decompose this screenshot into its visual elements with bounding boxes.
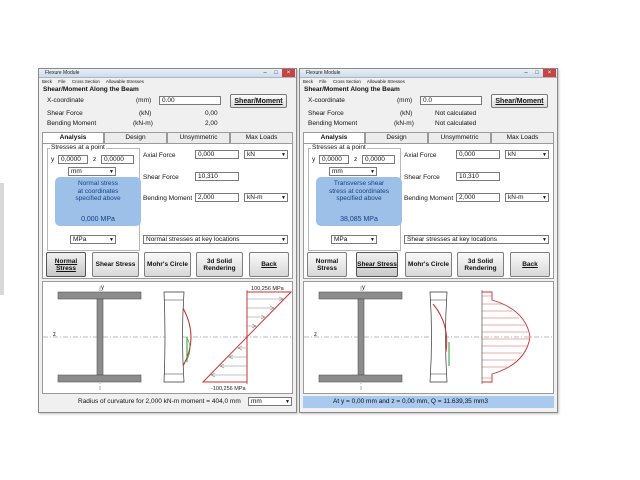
menu-bar (39, 78, 296, 85)
chevron-down-icon: ▼ (281, 195, 286, 201)
menu-back[interactable]: Beck (303, 79, 314, 84)
result-text-3: specified above (336, 195, 382, 202)
chevron-down-icon: ▼ (542, 195, 547, 201)
shear-moment-button[interactable] (230, 94, 287, 108)
stresses-group (308, 144, 401, 251)
section-title: Shear/Moment Along the Beam (304, 86, 400, 93)
menu-file[interactable]: File (319, 79, 327, 84)
status-bar (303, 396, 554, 408)
menu-cross-section[interactable]: Cross Section (71, 79, 100, 84)
shear-stress-label: Shear Stress (95, 261, 136, 268)
minimize-icon[interactable]: – (524, 70, 528, 76)
z-label: z (93, 156, 97, 163)
stress-unit-value: MPa (334, 236, 348, 243)
solid-rendering-label: 3d Solid Rendering (464, 257, 497, 272)
status-bar (42, 396, 293, 408)
shear-force-label: Shear Force (47, 110, 83, 117)
normal-stress-label: Normal Stress (315, 257, 339, 272)
title-bar[interactable] (39, 69, 296, 78)
xcoord-input[interactable]: 0.00 (159, 96, 221, 105)
stresses-group-label: Stresses at a point (51, 144, 105, 151)
z-input[interactable]: 0,0000 (101, 155, 134, 164)
section-title: Shear/Moment Along the Beam (43, 86, 139, 93)
menu-cross-section[interactable]: Cross Section (332, 79, 361, 84)
maximize-icon[interactable]: □ (274, 70, 278, 76)
status-text: Radius of curvature for 2,000 kN-m moment = 404,0 mm (78, 398, 241, 405)
mohrs-circle-label: Mohr's Circle (147, 261, 188, 268)
tab-strip (42, 132, 293, 143)
status-text: At y = 0,00 mm and z = 0,00 mm, Q = 11.639,35 mm3 (333, 398, 489, 405)
stress-bottom-label: -100,256 MPa (211, 386, 246, 392)
normal-stress-button[interactable] (307, 252, 347, 277)
bending-moment-value: 2,00 (205, 120, 218, 127)
back-label: Back (261, 261, 277, 268)
bottom-flange (319, 375, 402, 382)
solid-rendering-button[interactable] (457, 252, 504, 277)
mohrs-circle-label: Mohr's Circle (408, 261, 449, 268)
web (97, 299, 103, 375)
result-value: 38,085 MPa (340, 215, 378, 223)
stress-drawing-area (42, 281, 293, 394)
xcoord-unit: (mm) (136, 97, 152, 104)
stress-result-box (316, 177, 402, 226)
shear-moment-button[interactable] (491, 94, 548, 108)
length-unit-select[interactable] (68, 167, 116, 176)
bending-moment-label: Bending Moment (308, 120, 358, 127)
shear-force-input[interactable]: 10,310 (195, 172, 239, 181)
bending-moment-unit: (kN-m) (394, 120, 414, 127)
shear-moment-button-label: Shear/Moment (234, 98, 283, 105)
close-icon[interactable]: × (282, 69, 295, 77)
shear-stress-label: Shear Stress (357, 261, 397, 268)
chevron-down-icon: ▼ (109, 169, 114, 175)
moment-unit-select[interactable] (244, 193, 288, 202)
solid-rendering-label: 3d Solid Rendering (203, 257, 236, 272)
bending-moment-unit: (kN-m) (133, 120, 153, 127)
bending-moment-input[interactable]: 2,000 (456, 193, 500, 202)
background-window-edge (0, 183, 4, 295)
shear-force-label: Shear Force (308, 110, 344, 117)
result-value: 0,000 MPa (81, 215, 115, 223)
bending-moment-input-label: Bending Moment (143, 195, 193, 202)
y-label: y (312, 156, 316, 163)
maximize-icon[interactable]: □ (535, 70, 539, 76)
y-axis-label: y (101, 285, 104, 291)
menu-allowable-stresses[interactable]: Allowable Stresses (105, 79, 144, 84)
shear-force-input-label: Shear Force (143, 174, 179, 181)
top-flange (58, 292, 141, 299)
close-icon[interactable]: × (543, 69, 556, 77)
menu-bar (300, 78, 557, 85)
normal-stress-button[interactable] (46, 252, 86, 277)
chevron-down-icon: ▼ (281, 237, 286, 243)
key-locations-value: Normal stresses at key locations (146, 236, 240, 243)
radius-unit-value: mm (251, 398, 262, 405)
normal-stress-distribution (203, 286, 291, 392)
key-locations-select[interactable] (143, 235, 288, 244)
axial-unit-value: kN (247, 151, 255, 158)
tab-max-loads[interactable]: Max Loads (230, 132, 293, 143)
moment-unit-value: kN-m (247, 194, 263, 201)
chevron-down-icon: ▼ (285, 399, 290, 405)
back-button[interactable] (249, 252, 289, 277)
xcoord-label: X-coordinate (47, 97, 84, 104)
stress-drawing-area (303, 281, 554, 394)
web (358, 299, 364, 375)
z-input[interactable]: 0,0000 (362, 155, 395, 164)
bending-moment-value: Not calculated (435, 120, 477, 127)
tab-design[interactable]: Design (104, 132, 167, 143)
chevron-down-icon: ▼ (109, 237, 114, 243)
stress-unit-value: MPa (73, 236, 87, 243)
shear-moment-button-label: Shear/Moment (495, 98, 544, 105)
tab-unsymmetric[interactable]: Unsymmetric (167, 132, 230, 143)
tab-unsymmetric[interactable]: Unsymmetric (428, 132, 491, 143)
axial-force-label: Axial Force (143, 152, 176, 159)
bending-moment-label: Bending Moment (47, 120, 97, 127)
shear-force-input[interactable]: 10,310 (456, 172, 500, 181)
chevron-down-icon: ▼ (370, 169, 375, 175)
shear-stress-button[interactable] (356, 252, 398, 277)
axial-unit-value: kN (508, 151, 516, 158)
back-button[interactable] (510, 252, 550, 277)
chevron-down-icon: ▼ (281, 152, 286, 158)
stress-unit-select[interactable] (331, 235, 377, 244)
title-bar[interactable] (300, 69, 557, 78)
result-text-1: Transverse shear (333, 180, 385, 187)
flexure-window-shear (299, 68, 558, 413)
window-title: Flexure Module (45, 70, 80, 76)
tab-analysis[interactable]: Analysis (42, 132, 104, 144)
z-label: z (354, 156, 358, 163)
chevron-down-icon: ▼ (370, 237, 375, 243)
normal-stress-diagram (43, 282, 292, 393)
axial-unit-select[interactable] (505, 150, 549, 159)
mohrs-circle-button[interactable] (405, 252, 452, 277)
chevron-down-icon: ▼ (542, 152, 547, 158)
menu-allowable-stresses[interactable]: Allowable Stresses (366, 79, 405, 84)
deformed-beam-element (430, 292, 449, 382)
solid-rendering-button[interactable] (196, 252, 243, 277)
shear-force-value: Not calculated (435, 110, 477, 117)
xcoord-label: X-coordinate (308, 97, 345, 104)
bottom-flange (58, 375, 141, 382)
axial-force-input[interactable]: 0,000 (195, 150, 239, 159)
back-label: Back (522, 261, 538, 268)
xcoord-unit: (mm) (397, 97, 413, 104)
stress-top-label: 100,256 MPa (251, 286, 284, 292)
shear-stress-button[interactable] (92, 252, 139, 277)
flexure-window-normal (38, 68, 297, 413)
menu-file[interactable]: File (58, 79, 66, 84)
shear-force-input-label: Shear Force (404, 174, 440, 181)
shear-force-value: 0,00 (205, 110, 218, 117)
bending-moment-input-label: Bending Moment (404, 195, 454, 202)
normal-stress-label: Normal Stress (54, 257, 78, 272)
moment-unit-select[interactable] (505, 193, 549, 202)
menu-back[interactable]: Beck (42, 79, 53, 84)
minimize-icon[interactable]: – (263, 70, 267, 76)
deformed-beam-element (164, 292, 191, 382)
length-unit-value: mm (71, 168, 82, 175)
axial-force-label: Axial Force (404, 152, 437, 159)
result-text-1: Normal stress (77, 180, 119, 187)
bending-moment-input[interactable]: 2,000 (195, 193, 239, 202)
stresses-group-label: Stresses at a point (312, 144, 366, 151)
xcoord-input[interactable]: 0.0 (420, 96, 482, 105)
result-text-3: specified above (75, 195, 121, 202)
axial-unit-select[interactable] (244, 150, 288, 159)
moment-unit-value: kN-m (508, 194, 524, 201)
y-input[interactable]: 0,0000 (58, 155, 88, 164)
result-text-2: at coordinates (77, 187, 119, 195)
key-locations-select[interactable] (404, 235, 549, 244)
y-input[interactable]: 0,0000 (319, 155, 349, 164)
shear-force-unit: (kN) (139, 110, 152, 117)
result-text-2: stress at coordinates (329, 187, 389, 195)
shear-force-unit: (kN) (400, 110, 413, 117)
y-axis-label: y (362, 285, 365, 291)
mohrs-circle-button[interactable] (144, 252, 191, 277)
length-unit-select[interactable] (329, 167, 377, 176)
z-axis-label: z (314, 332, 317, 338)
key-locations-value: Shear stresses at key locations (407, 236, 497, 243)
top-flange (319, 292, 402, 299)
y-label: y (51, 156, 55, 163)
tab-max-loads[interactable]: Max Loads (491, 132, 554, 143)
stresses-group (47, 144, 140, 251)
radius-unit-select[interactable] (248, 397, 292, 406)
window-title: Flexure Module (306, 70, 341, 76)
tab-design[interactable]: Design (365, 132, 428, 143)
z-axis-label: z (53, 332, 56, 338)
axial-force-input[interactable]: 0,000 (456, 150, 500, 159)
tab-strip (303, 132, 554, 143)
shear-stress-diagram (304, 282, 553, 393)
length-unit-value: mm (332, 168, 343, 175)
stress-unit-select[interactable] (70, 235, 116, 244)
stress-result-box (55, 177, 141, 226)
tab-analysis[interactable]: Analysis (303, 132, 365, 144)
chevron-down-icon: ▼ (542, 237, 547, 243)
